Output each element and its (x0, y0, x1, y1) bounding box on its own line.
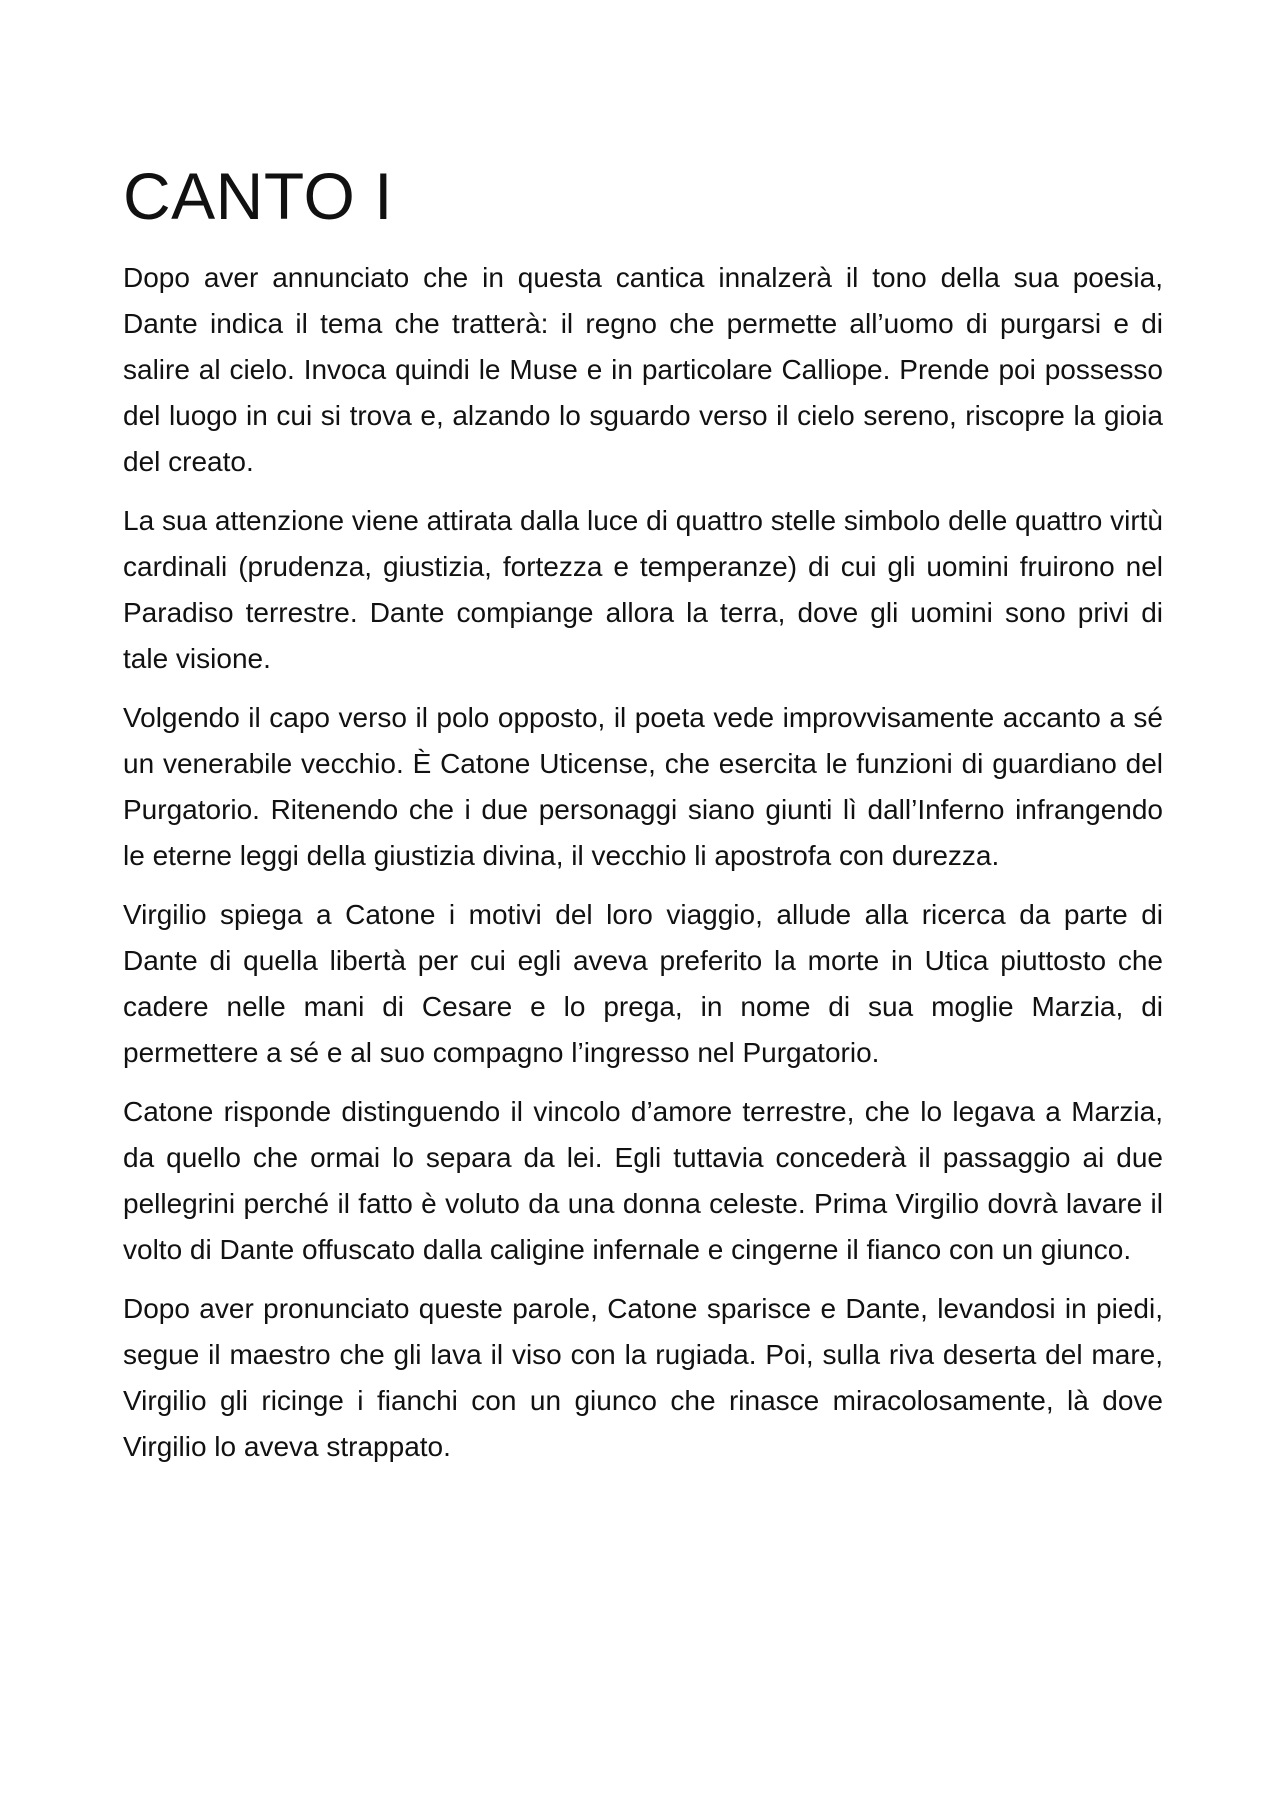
paragraph-6: Dopo aver pronunciato queste parole, Catone sparisce e Dante, levandosi in piedi, segue il maestro che gli lava il viso con la rugiada. Poi, sulla riva deserta del mare, Virgilio gli ricinge i fianchi con un giunco che rinasce miracolosamente, là dove Virgilio lo aveva strappato. (123, 1292, 1163, 1462)
paragraph-5: Catone risponde distinguendo il vincolo d’amore terrestre, che lo legava a Marzia, da quello che ormai lo separa da lei. Egli tuttavia concederà il passaggio ai due pellegrini perché il fatto è voluto da una donna celeste. Prima Virgilio dovrà lavare il volto di Dante offuscato dalla caligine infernale e cingerne il fianco con un giunco. (123, 1095, 1163, 1265)
paragraph-1: Dopo aver annunciato che in questa cantica innalzerà il tono della sua poesia, Dante indica il tema che tratterà: il regno che permette all’uomo di purgarsi e di salire al cielo. Invoca quindi le Muse e in particolare Calliope. Prende poi possesso del luogo in cui si trova e, alzando lo sguardo verso il cielo sereno, riscopre la gioia del creato. (123, 261, 1163, 477)
paragraph-3: Volgendo il capo verso il polo opposto, il poeta vede improvvisamente accanto a sé un venerabile vecchio. È Catone Uticense, che esercita le funzioni di guardiano del Purgatorio. Ritenendo che i due personaggi siano giunti lì dall’Inferno infrangendo le eterne leggi della giustizia divina, il vecchio li apostrofa con durezza. (123, 701, 1163, 871)
page-title: CANTO I (123, 159, 393, 233)
paragraph-2: La sua attenzione viene attirata dalla luce di quattro stelle simbolo delle quattro virtù cardinali (prudenza, giustizia, fortezza e temperanze) di cui gli uomini fruirono nel Paradiso terrestre. Dante compiange allora la terra, dove gli uomini sono privi di tale visione. (123, 504, 1163, 674)
document-content (123, 160, 1163, 1483)
paragraph-4: Virgilio spiega a Catone i motivi del loro viaggio, allude alla ricerca da parte di Dante di quella libertà per cui egli aveva preferito la morte in Utica piuttosto che cadere nelle mani di Cesare e lo prega, in nome di sua moglie Marzia, di permettere a sé e al suo compagno l’ingresso nel Purgatorio. (123, 898, 1163, 1068)
